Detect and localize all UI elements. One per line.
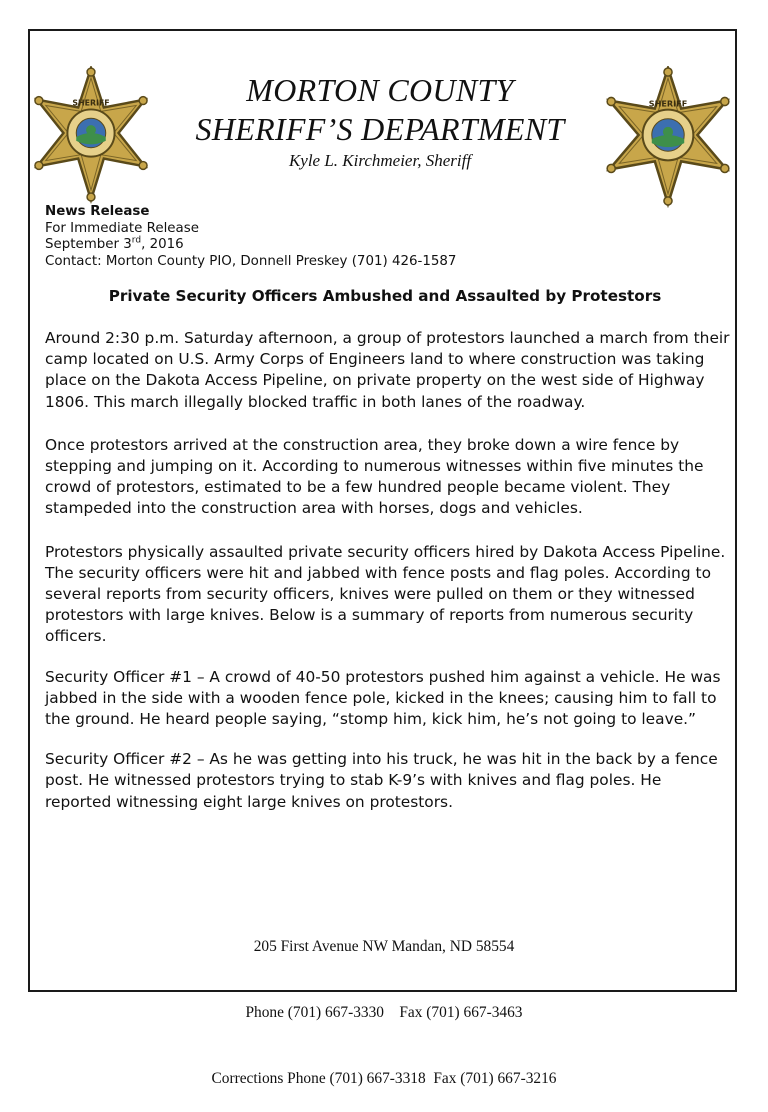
footer (0, 892, 768, 1112)
article-body (45, 328, 730, 813)
sheriff-name: Kyle L. Kirchmeier, Sheriff (288, 151, 472, 170)
sheriff-badge-left-icon (32, 66, 150, 204)
department-name-line1: MORTON COUNTY (246, 72, 514, 108)
sheriff-badge-right-icon (602, 66, 734, 208)
paragraph: Once protestors arrived at the construction area, they broke down a wire fence by stepping and jumping on it. According to numerous witnesses within five minutes the crowd of protestors, estimated to be a few hundred people became violent. They stampeded into the construction area with horses, dogs and vehicles. (45, 435, 704, 518)
release-date-suffix: rd (131, 235, 142, 246)
svg-text:SHERIFF: SHERIFF (72, 98, 110, 108)
footer-corrections: Corrections Phone (701) 667-3318 Fax (701) 667-3216 (211, 1070, 557, 1087)
letterhead (150, 72, 610, 172)
department-name-line2: SHERIFF’S DEPARTMENT (195, 111, 565, 147)
paragraph: Security Officer #1 – A crowd of 40-50 protestors pushed him against a vehicle. He was jabbed in the side with a wooden fence pole, kicked in the knees; causing him to fall to the ground. He heard people saying, “stomp him, kick him, he’s not going to leave.” (45, 667, 721, 729)
paragraph: Security Officer #2 – As he was getting into his truck, he was hit in the back by a fence post. He witnessed protestors trying to stab K-9’s with knives and flag poles. He reported witnessing eight large knives on protestors. (45, 750, 718, 811)
release-contact: Contact: Morton County PIO, Donnell Preskey (701) 426-1587 (45, 253, 457, 269)
release-date-year: , 2016 (141, 237, 184, 252)
svg-text:SHERIFF: SHERIFF (648, 98, 688, 109)
release-date (45, 237, 456, 254)
footer-address: 205 First Avenue NW Mandan, ND 58554 (253, 938, 515, 955)
release-timing: For Immediate Release (45, 220, 199, 236)
release-info (45, 204, 456, 270)
headline: Private Security Officers Ambushed and Assaulted by Protestors (108, 287, 662, 305)
release-date-main: September 3 (45, 237, 132, 252)
paragraph: Protestors physically assaulted private security officers hired by Dakota Access Pipeline. The security officers were hit and jabbed with fence posts and flag poles. According to several reports from security officers, knives were pulled on them or they witnessed protestors with large knives. Below is a summary of reports from numerous security officers. (45, 542, 726, 646)
footer-phone: Phone (701) 667-3330 Fax (701) 667-3463 (245, 1004, 523, 1021)
paragraph: Around 2:30 p.m. Saturday afternoon, a group of protestors launched a march from their camp located on U.S. Army Corps of Engineers land to where construction was taking place on the Dakota Access Pipeline, on private property on the west side of Highway 1806. This march illegally blocked traffic in both lanes of the roadway. (45, 329, 730, 411)
release-label: News Release (45, 204, 150, 219)
